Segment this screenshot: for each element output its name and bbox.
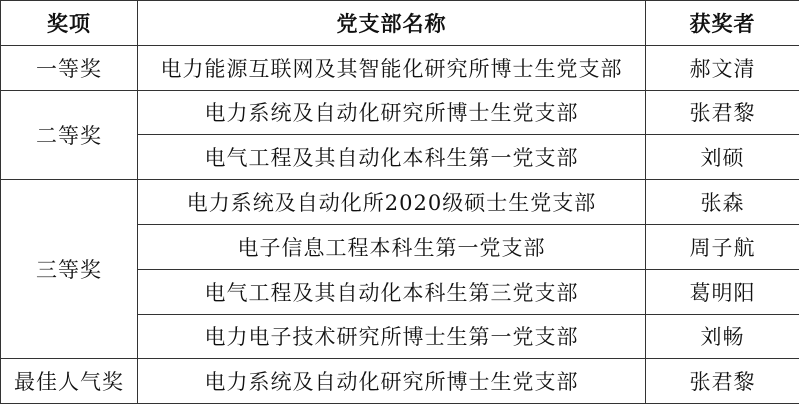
winner-name: 张森 [646,180,799,225]
header-level: 奖项 [1,1,138,46]
table-row [1,45,799,90]
branch-name: 电力电子技术研究所博士生第一党支部 [138,314,646,359]
winner-name: 张君黎 [646,359,799,404]
winner-name: 葛明阳 [646,269,799,314]
winner-name: 郝文清 [646,45,799,90]
branch-name: 电气工程及其自动化本科生第三党支部 [138,269,646,314]
table-row [1,180,799,225]
branch-name: 电子信息工程本科生第一党支部 [138,224,646,269]
header-winner: 获奖者 [646,1,799,46]
branch-name: 电力能源互联网及其智能化研究所博士生党支部 [138,45,646,90]
winner-name: 张君黎 [646,90,799,135]
award-level-popular: 最佳人气奖 [1,359,138,404]
award-level-third: 三等奖 [1,180,138,359]
award-level-second: 二等奖 [1,90,138,180]
winner-name: 周子航 [646,224,799,269]
winner-name: 刘畅 [646,314,799,359]
branch-name: 电力系统及自动化所2020级硕士生党支部 [138,180,646,225]
table-row [1,90,799,135]
branch-name: 电力系统及自动化研究所博士生党支部 [138,90,646,135]
header-row [1,1,799,46]
winner-name: 刘硕 [646,135,799,180]
table-row [1,359,799,404]
branch-name: 电力系统及自动化研究所博士生党支部 [138,359,646,404]
award-level-first: 一等奖 [1,45,138,90]
header-branch: 党支部名称 [138,1,646,46]
branch-name: 电气工程及其自动化本科生第一党支部 [138,135,646,180]
